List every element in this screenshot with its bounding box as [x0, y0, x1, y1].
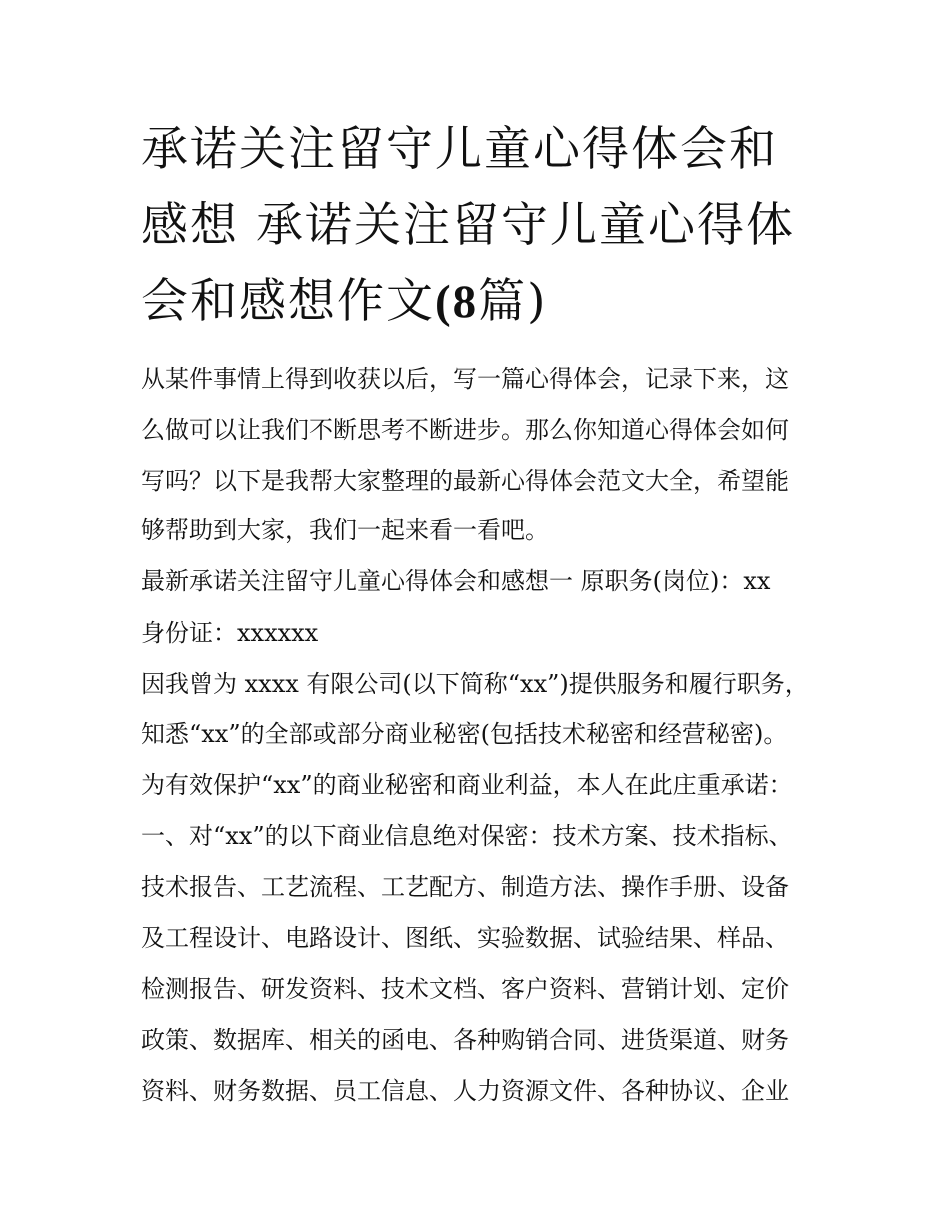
document-title-line-2: 感想 承诺关注留守儿童心得体	[141, 198, 795, 253]
body-line-5: 最新承诺关注留守儿童心得体会和感想一 原职务(岗位)：xx	[141, 567, 771, 595]
body-line-3: 写吗？以下是我帮大家整理的最新心得体会范文大全，希望能	[141, 467, 789, 495]
body-line-14: 政策、数据库、相关的函电、各种购销合同、进货渠道、财务	[141, 1026, 789, 1054]
body-line-9: 为有效保护“xx”的商业秘密和商业利益，本人在此庄重承诺：	[141, 771, 793, 799]
body-line-2: 么做可以让我们不断思考不断进步。那么你知道心得体会如何	[141, 416, 789, 444]
body-line-4: 够帮助到大家，我们一起来看一看吧。	[141, 516, 549, 544]
document-title-line-1: 承诺关注留守儿童心得体会和	[141, 122, 778, 177]
document-title-line-3	[141, 272, 548, 332]
body-line-10: 一、对“xx”的以下商业信息绝对保密：技术方案、技术指标、	[141, 822, 793, 850]
body-line-12: 及工程设计、电路设计、图纸、实验数据、试验结果、样品、	[141, 924, 789, 952]
body-line-1: 从某件事情上得到收获以后，写一篇心得体会，记录下来，这	[141, 365, 789, 393]
body-line-13: 检测报告、研发资料、技术文档、客户资料、营销计划、定价	[141, 975, 789, 1003]
body-line-6: 身份证：xxxxxx	[141, 619, 319, 647]
document-title-number: (8	[435, 276, 479, 328]
body-line-8: 知悉“xx”的全部或部分商业秘密(包括技术秘密和经营秘密)。	[141, 720, 788, 748]
body-line-11: 技术报告、工艺流程、工艺配方、制造方法、操作手册、设备	[141, 873, 789, 901]
body-line-7: 因我曾为 xxxx 有限公司(以下简称“xx”)提供服务和履行职务，	[141, 670, 809, 698]
body-line-15: 资料、财务数据、员工信息、人力资源文件、各种协议、企业	[141, 1077, 789, 1105]
document-title-line-3-text: 会和感想作文	[141, 274, 435, 329]
document-title-line-3-suffix: 篇)	[478, 274, 548, 329]
